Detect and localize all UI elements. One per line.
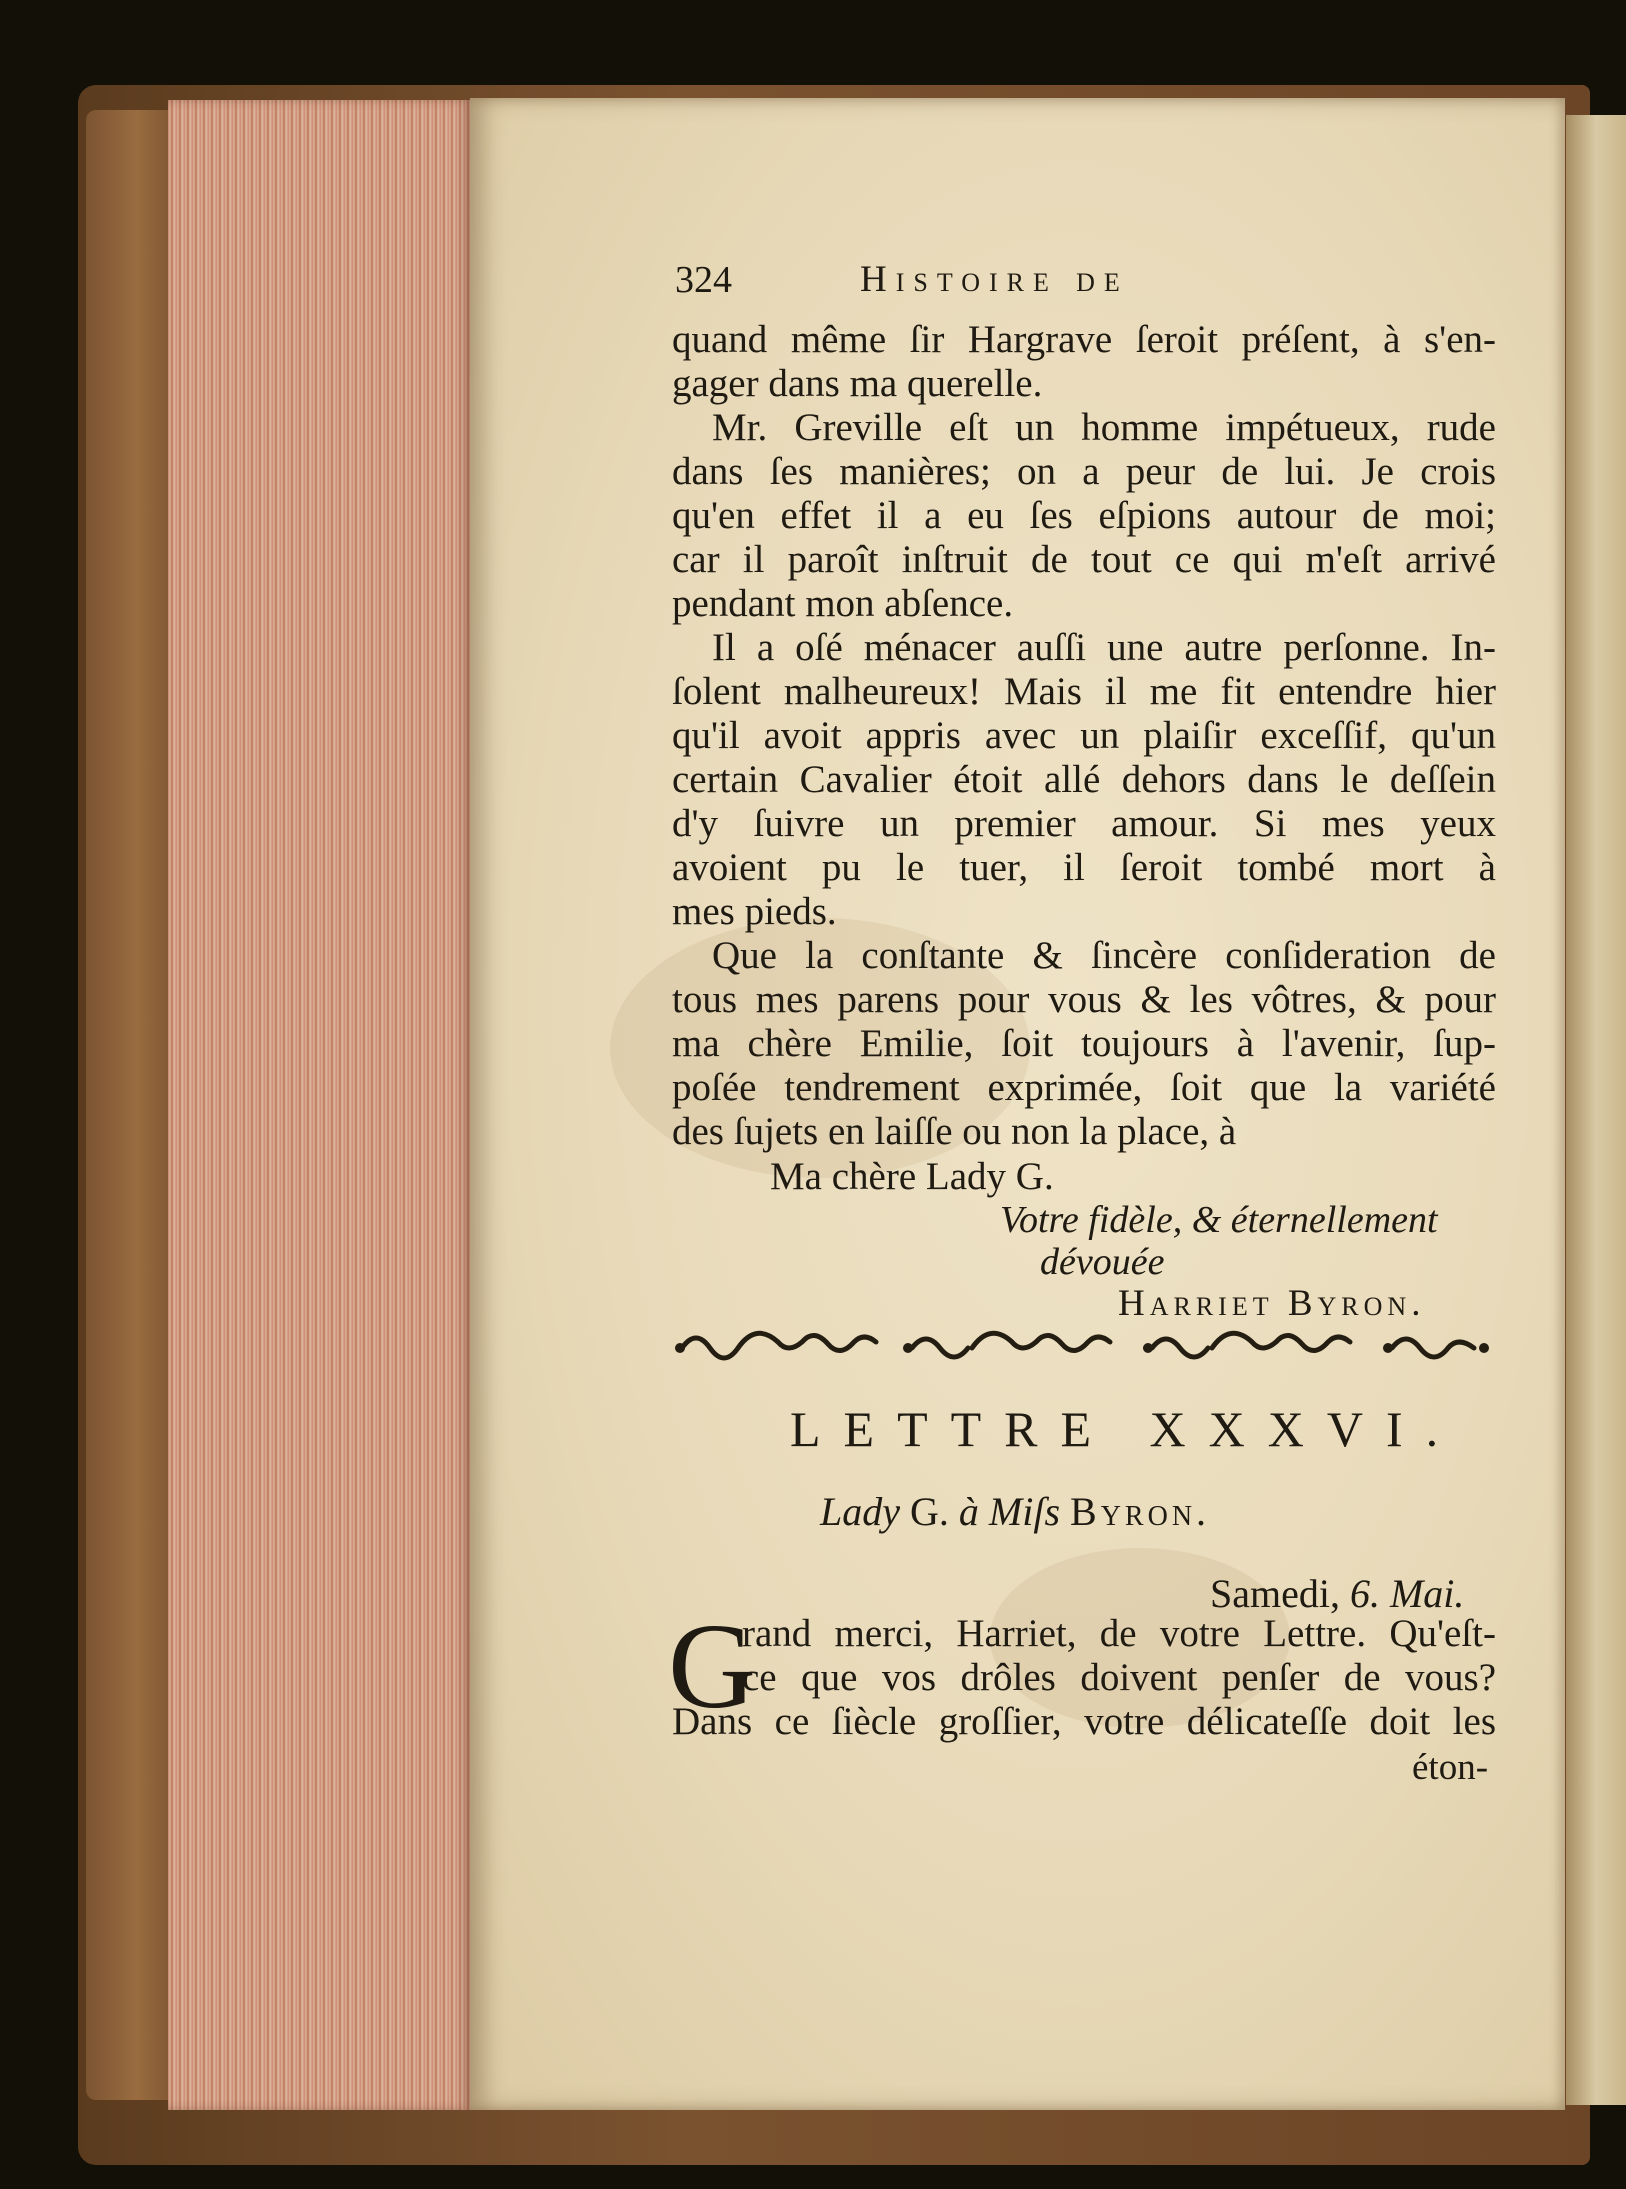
text-line: qu'il avoit appris avec un plaiſir exceſſif, qu'un (672, 714, 1496, 757)
text-line: quand même ſir Hargrave ſeroit préſent, à s'en- (672, 318, 1496, 361)
text-line: qu'en effet il a eu ſes eſpions autour de moi; (672, 494, 1496, 537)
text-line: Dans ce ſiècle groſſier, votre délicateſſe doit les (672, 1700, 1496, 1743)
ornament-divider-icon (672, 1320, 1496, 1376)
text-line: mes pieds. (672, 890, 837, 933)
closing-salutation: Ma chère Lady G. (770, 1155, 1054, 1198)
text-line: car il paroît inſtruit de tout ce qui m'eſt arrivé (672, 538, 1496, 581)
text-line: des ſujets en laiſſe ou non la place, à (672, 1110, 1237, 1153)
route-word: Miſs (988, 1489, 1061, 1534)
cover-edge (86, 110, 178, 2100)
text-line: ſolent malheureux! Mais il me fit entendre hier (672, 670, 1496, 713)
letter-date (1210, 1570, 1464, 1617)
text-line: Mr. Greville eſt un homme impétueux, rude (712, 406, 1496, 449)
date-day: Samedi, (1210, 1571, 1340, 1616)
signature-line: dévouée (1040, 1241, 1165, 1283)
text-line: pendant mon abſence. (672, 582, 1014, 625)
text-line: Il a oſé ménacer auſſi une autre perſonne. In- (712, 626, 1496, 669)
text-line: certain Cavalier étoit allé dehors dans le deſſein (672, 758, 1496, 801)
facing-page-edge (1566, 115, 1626, 2105)
route-word: à (958, 1489, 979, 1534)
text-line: gager dans ma querelle. (672, 362, 1043, 405)
text-line: tous mes parens pour vous & les vôtres, & pour (672, 978, 1496, 1021)
page-edges (168, 100, 473, 2110)
text-line: avoient pu le tuer, il ſeroit tombé mort à (672, 846, 1496, 889)
date-date: 6. Mai. (1349, 1571, 1465, 1616)
text-line: d'y ſuivre un premier amour. Si mes yeux (672, 802, 1496, 845)
text-line: dans ſes manières; on a peur de lui. Je crois (672, 450, 1496, 493)
text-line: poſée tendrement exprimée, ſoit que la variété (672, 1066, 1496, 1109)
signer-name: Harriet Byron. (1118, 1283, 1426, 1324)
route-word: G. (910, 1489, 949, 1534)
letter-sender-recipient (820, 1488, 1210, 1535)
letter-heading: LETTRE XXXVI. (790, 1401, 1462, 1457)
text-line: ma chère Emilie, ſoit toujours à l'avenir, ſup- (672, 1022, 1496, 1065)
text-line: Que la conſtante & ſincère conſideration de (712, 934, 1496, 977)
route-word: Lady (820, 1489, 900, 1534)
route-word: Byron. (1070, 1489, 1211, 1534)
running-head: Histoire de (860, 259, 1129, 300)
signature-line: Votre fidèle, & éternellement (1000, 1199, 1438, 1241)
drop-capital: G (668, 1599, 757, 1734)
catchword: éton- (1412, 1747, 1489, 1788)
page-number: 324 (675, 259, 732, 301)
text-line: ce que vos drôles doivent penſer de vous? (742, 1656, 1496, 1699)
text-line: rand merci, Harriet, de votre Lettre. Qu'eſt- (742, 1612, 1496, 1655)
